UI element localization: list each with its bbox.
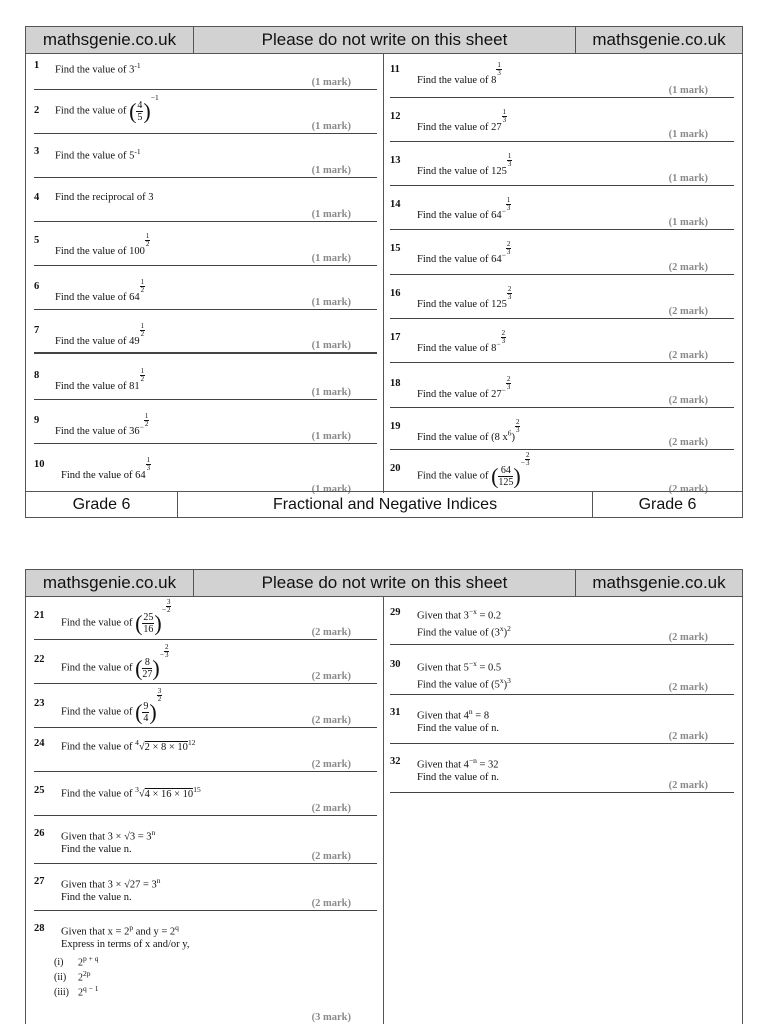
question-text: Find the value of 36− $\frac{1}{2}$ xyxy=(55,412,149,437)
mark-label: (1 mark) xyxy=(668,217,708,228)
question-text: Find the value of 8 $\frac{1}{3}$ xyxy=(417,61,501,86)
question-text: Find the value of 64− $\frac{1}{3}$ xyxy=(417,196,511,221)
header-site-right: mathsgenie.co.uk xyxy=(592,573,726,592)
question-number: 31 xyxy=(390,707,401,718)
question-number: 27 xyxy=(34,876,45,887)
question-number: 16 xyxy=(390,288,401,299)
question-text: Find the value of $^3√4 \times 16 \times 10^{15}$ xyxy=(61,785,201,800)
question-31 xyxy=(390,695,734,744)
question-18 xyxy=(390,363,734,408)
question-number: 23 xyxy=(34,698,45,709)
question-text: Given that $3^{-x} = 0.2$ Find the value of $(3^x)^2$ xyxy=(417,607,511,638)
question-14 xyxy=(390,186,734,230)
question-number: 10 xyxy=(34,459,45,470)
question-number: 21 xyxy=(34,610,45,621)
question-number: 12 xyxy=(390,111,401,122)
mark-label: (1 mark) xyxy=(311,431,351,442)
question-number: 1 xyxy=(34,60,40,71)
question-text: Find the value of ( $\frac{25}{16}$ )− $\frac{3}{2}$ xyxy=(61,598,171,636)
header-site-left: mathsgenie.co.uk xyxy=(26,27,194,53)
question-number: 29 xyxy=(390,607,401,618)
part-i: (i) $2^{p + q}$ xyxy=(54,954,99,969)
question-text: Find the value of $^4√2 \times 8 \times 10^{12}$ xyxy=(61,738,196,753)
mark-label: (1 mark) xyxy=(311,77,351,88)
question-column-right xyxy=(384,54,742,493)
question-text: Given that $5^{-x} = 0.5$ Find the value of $(5^x)^3$ xyxy=(417,659,511,690)
question-text: Find the value of $3^{-1}$ xyxy=(55,61,141,76)
footer-grade-right: Grade 6 xyxy=(638,495,697,513)
question-column-left xyxy=(26,54,384,493)
question-text: Find the value of 49 $\frac{1}{2}$ xyxy=(55,322,145,347)
question-11 xyxy=(390,60,734,98)
mark-label: (1 mark) xyxy=(311,165,351,176)
question-number: 26 xyxy=(34,828,45,839)
header-bar xyxy=(26,570,742,597)
question-22 xyxy=(34,640,377,684)
question-text: Find the value of ( $\frac{4}{5}$ )$^{-1}$ xyxy=(55,93,159,124)
question-26 xyxy=(34,816,377,864)
question-text: Find the value of 64− $\frac{2}{3}$ xyxy=(417,240,511,265)
worksheet-page-2 xyxy=(25,569,743,1024)
question-text: Find the value of ( $\frac{9}{4}$ ) $\frac{3}{2}$ xyxy=(61,687,162,725)
question-16 xyxy=(390,275,734,319)
mark-label: (2 mark) xyxy=(311,898,351,909)
question-text: Find the value of 64 $\frac{1}{2}$ xyxy=(55,278,145,303)
question-number: 15 xyxy=(390,243,401,254)
footer-topic: Fractional and Negative Indices xyxy=(178,492,593,517)
question-24 xyxy=(34,728,377,772)
question-number: 5 xyxy=(34,235,40,246)
mark-label: (2 mark) xyxy=(668,395,708,406)
question-number: 7 xyxy=(34,325,40,336)
question-text: Find the value of 27− $\frac{2}{3}$ xyxy=(417,375,511,400)
mark-label: (2 mark) xyxy=(311,759,351,770)
mark-label: (2 mark) xyxy=(668,262,708,273)
question-text: Find the value of 125 $\frac{2}{3}$ xyxy=(417,285,512,310)
header-site-left: mathsgenie.co.uk xyxy=(26,570,194,596)
question-10 xyxy=(34,444,377,493)
question-9 xyxy=(34,400,377,444)
question-number: 13 xyxy=(390,155,401,166)
mark-label: (2 mark) xyxy=(311,671,351,682)
question-text: Given that $x = 2^p$ and $y = 2^q$ Express in terms of x and/or y, xyxy=(61,923,190,950)
question-number: 8 xyxy=(34,370,40,381)
question-4 xyxy=(34,178,377,222)
mark-label: (2 mark) xyxy=(668,350,708,361)
part-ii: (ii) $2^{2p}$ xyxy=(54,969,91,984)
question-17 xyxy=(390,319,734,363)
question-column-left xyxy=(26,597,384,1024)
question-6 xyxy=(34,266,377,310)
question-number: 25 xyxy=(34,785,45,796)
question-20 xyxy=(390,450,734,493)
mark-label: (1 mark) xyxy=(311,340,351,351)
question-number: 30 xyxy=(390,659,401,670)
mark-label: (2 mark) xyxy=(668,484,708,495)
question-number: 22 xyxy=(34,654,45,665)
mark-label: (2 mark) xyxy=(311,715,351,726)
question-text: Given that $4^{-n} = 32$ Find the value of n. xyxy=(417,756,499,783)
question-number: 9 xyxy=(34,415,40,426)
mark-label: (1 mark) xyxy=(668,173,708,184)
question-text: Given that $3 \times √27 = 3^n$ Find the value n. xyxy=(61,876,161,903)
part-iii: (iii) $2^{q - 1}$ xyxy=(54,984,99,999)
question-number: 14 xyxy=(390,199,401,210)
header-notice: Please do not write on this sheet xyxy=(194,27,576,53)
mark-label: (2 mark) xyxy=(311,627,351,638)
question-2 xyxy=(34,90,377,134)
question-8 xyxy=(34,354,377,400)
mark-label: (2 mark) xyxy=(311,803,351,814)
question-column-right xyxy=(384,597,742,1024)
mark-label: (1 mark) xyxy=(311,484,351,495)
question-number: 32 xyxy=(390,756,401,767)
question-number: 28 xyxy=(34,923,45,934)
question-number: 2 xyxy=(34,105,40,116)
question-text: Find the value of ( $\frac{64}{125}$ )− $\frac{2}{3}$ xyxy=(417,451,530,489)
question-28 xyxy=(34,911,377,1024)
question-13 xyxy=(390,142,734,186)
mark-label: (1 mark) xyxy=(311,209,351,220)
question-30 xyxy=(390,645,734,695)
question-number: 6 xyxy=(34,281,40,292)
question-3 xyxy=(34,134,377,178)
question-text: Find the value of $5^{-1}$ xyxy=(55,147,141,162)
mark-label: (1 mark) xyxy=(668,129,708,140)
mark-label: (1 mark) xyxy=(311,297,351,308)
question-text: Find the value of 125 $\frac{1}{3}$ xyxy=(417,152,512,177)
mark-label: (2 mark) xyxy=(668,731,708,742)
question-number: 18 xyxy=(390,378,401,389)
question-15 xyxy=(390,230,734,275)
question-number: 17 xyxy=(390,332,401,343)
question-25 xyxy=(34,772,377,816)
mark-label: (1 mark) xyxy=(668,85,708,96)
footer-bar xyxy=(26,491,742,517)
question-parts xyxy=(54,954,98,999)
mark-label: (2 mark) xyxy=(668,306,708,317)
question-19 xyxy=(390,408,734,450)
question-text: Given that $4^n = 8$ Find the value of n. xyxy=(417,707,499,734)
mark-label: (1 mark) xyxy=(311,253,351,264)
question-12 xyxy=(390,98,734,142)
question-number: 24 xyxy=(34,738,45,749)
question-text: Find the value of 8− $\frac{2}{3}$ xyxy=(417,329,506,354)
mark-label: (3 mark) xyxy=(311,1012,351,1023)
mark-label: (2 mark) xyxy=(668,632,708,643)
worksheet-page-1 xyxy=(25,26,743,518)
question-number: 19 xyxy=(390,421,401,432)
header-site-right: mathsgenie.co.uk xyxy=(592,30,726,49)
mark-label: (2 mark) xyxy=(668,437,708,448)
header-notice: Please do not write on this sheet xyxy=(194,570,576,596)
question-23 xyxy=(34,684,377,728)
mark-label: (2 mark) xyxy=(668,780,708,791)
mark-label: (1 mark) xyxy=(311,387,351,398)
question-number: 11 xyxy=(390,64,400,75)
question-text: Find the value of 64 $\frac{1}{3}$ xyxy=(61,456,151,481)
question-7 xyxy=(34,310,377,354)
question-text: Find the value of 27 $\frac{1}{3}$ xyxy=(417,108,507,133)
header-bar xyxy=(26,27,742,54)
question-number: 3 xyxy=(34,146,40,157)
question-5 xyxy=(34,222,377,266)
question-text: Find the value of ( $\frac{8}{27}$ )− $\frac{2}{3}$ xyxy=(61,643,169,681)
question-text: Find the reciprocal of 3 xyxy=(55,192,154,203)
mark-label: (2 mark) xyxy=(311,851,351,862)
question-text: Find the value of 100 $\frac{1}{2}$ xyxy=(55,232,150,257)
question-number: 4 xyxy=(34,192,40,203)
footer-grade-left: Grade 6 xyxy=(26,492,178,517)
question-text: Given that $3 \times √3 = 3^n$ Find the value n. xyxy=(61,828,156,855)
question-number: 20 xyxy=(390,463,401,474)
question-21 xyxy=(34,597,377,640)
question-32 xyxy=(390,744,734,793)
question-1 xyxy=(34,60,377,90)
question-27 xyxy=(34,864,377,911)
question-29 xyxy=(390,597,734,645)
question-text: Find the value of 81 $\frac{1}{2}$ xyxy=(55,367,145,392)
mark-label: (2 mark) xyxy=(668,682,708,693)
mark-label: (1 mark) xyxy=(311,121,351,132)
question-text: Find the value of (8 $x^6$) $\frac{2}{3}$ xyxy=(417,418,520,443)
